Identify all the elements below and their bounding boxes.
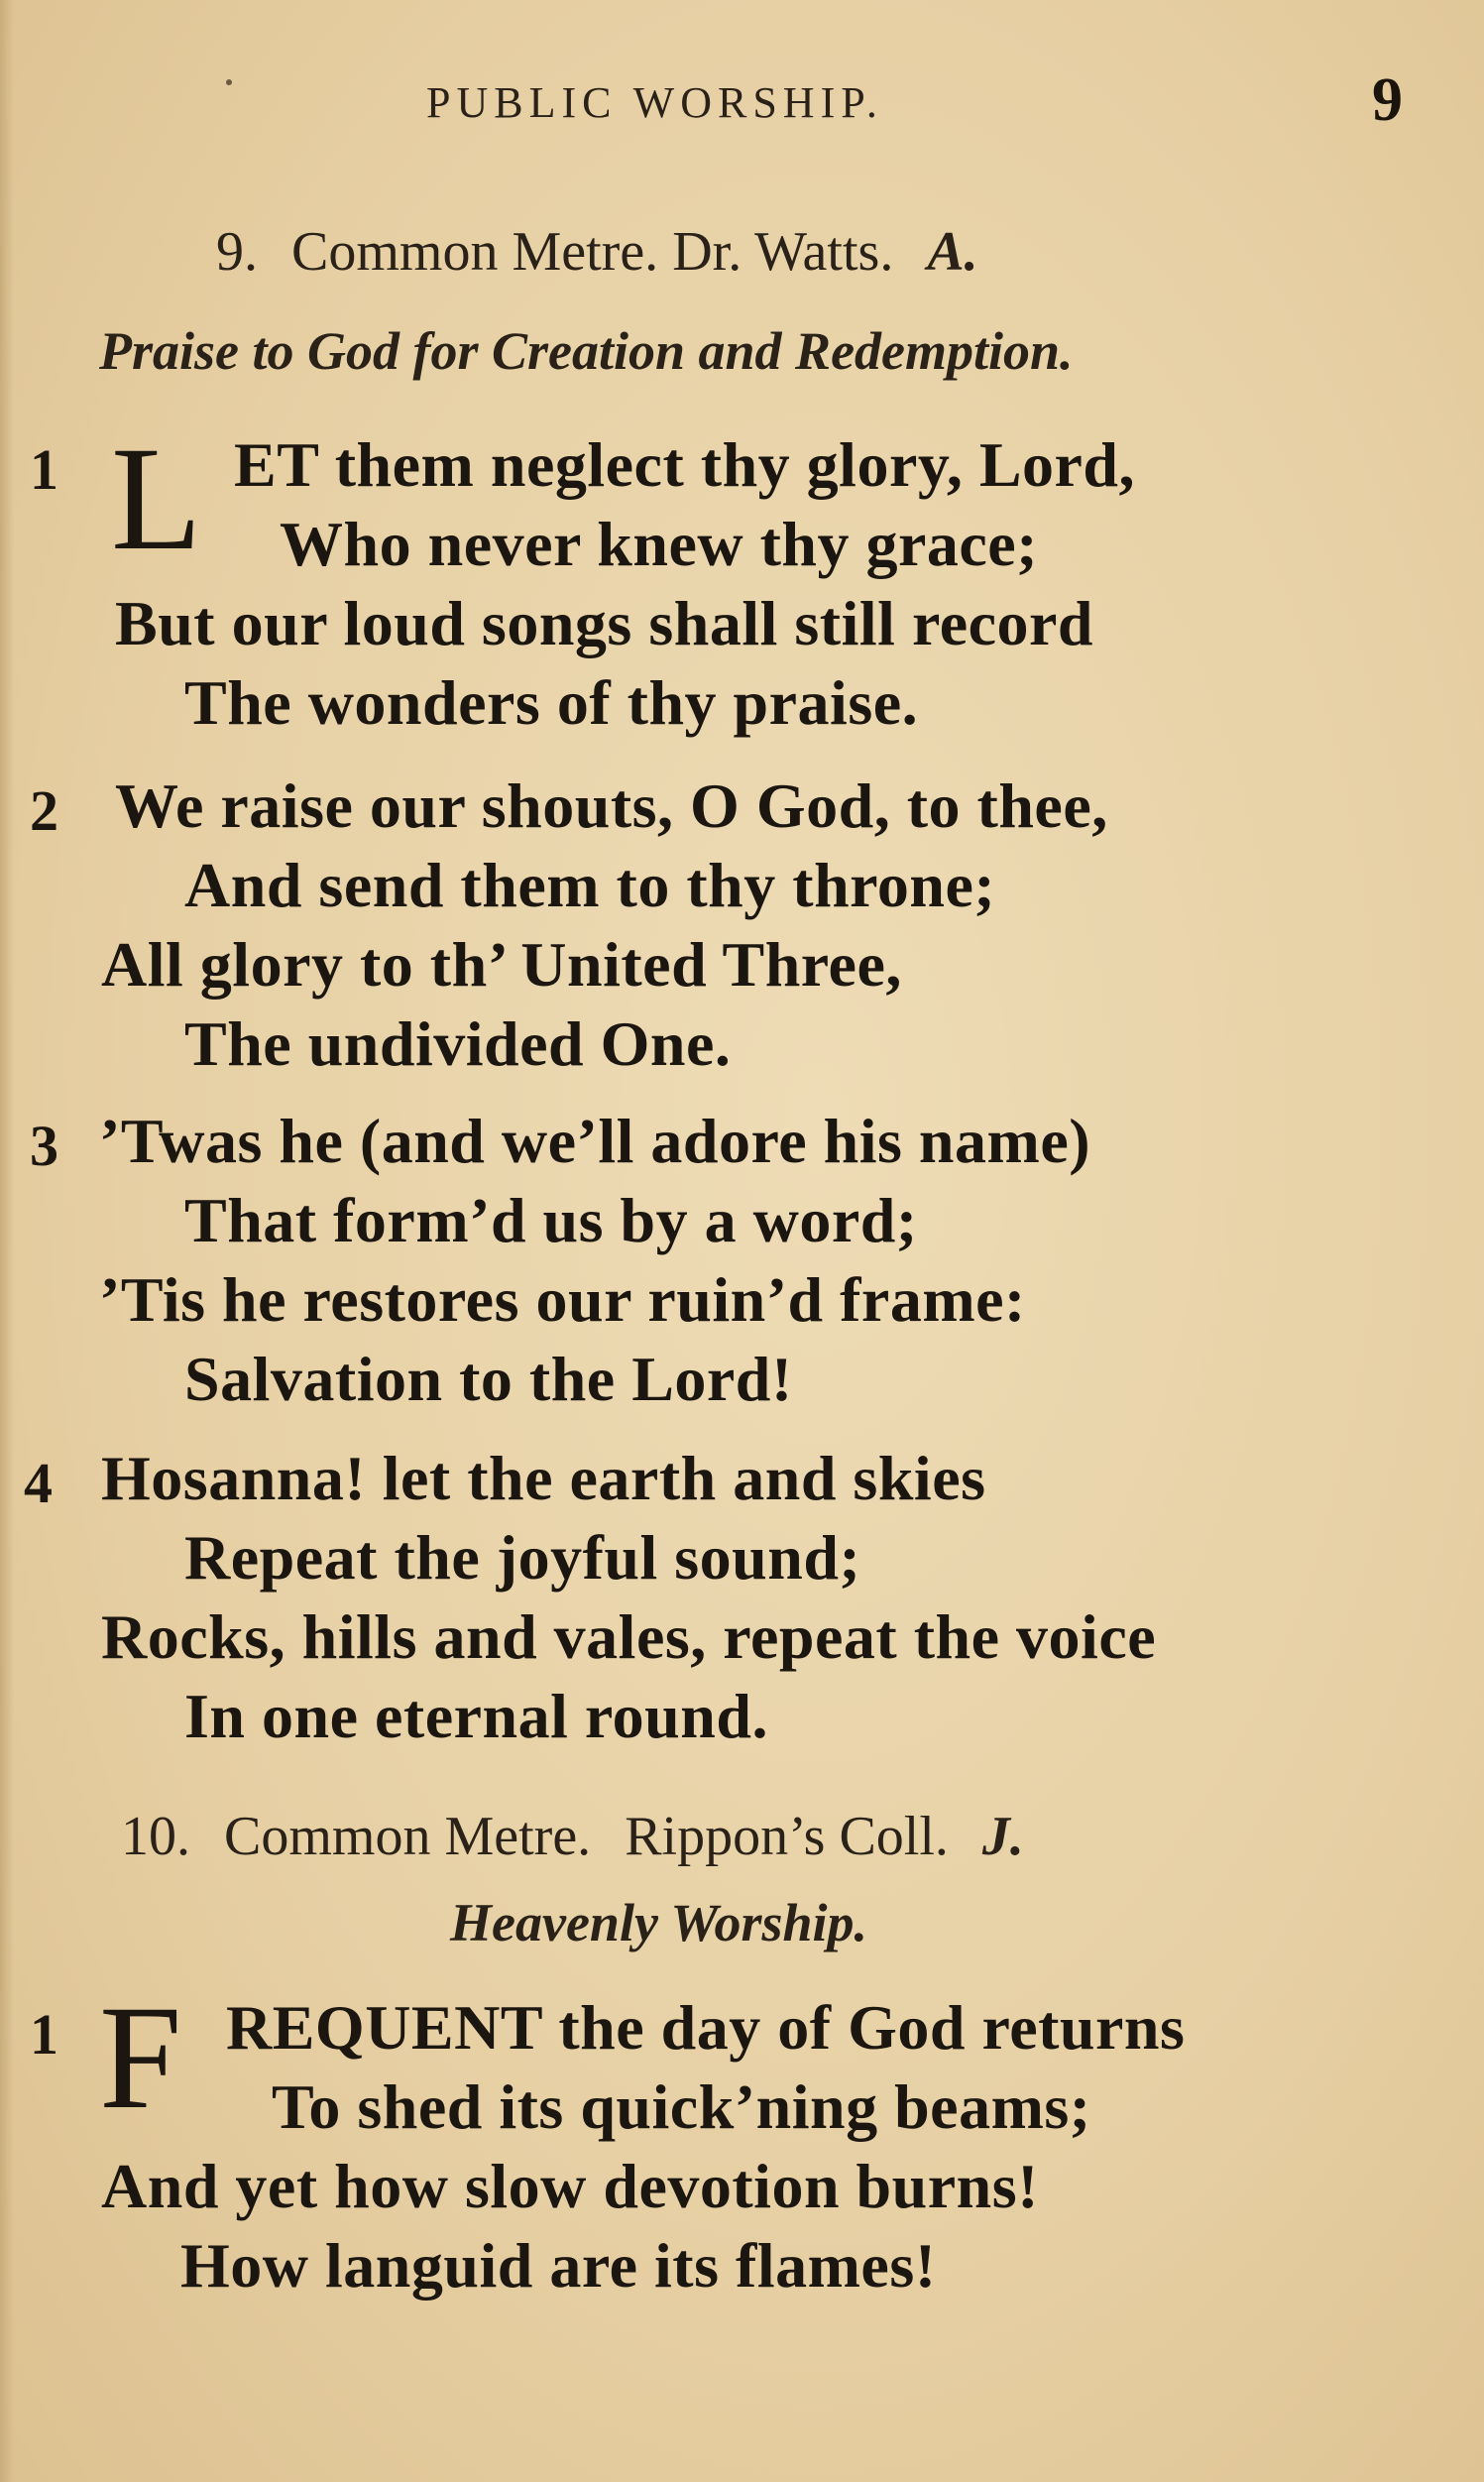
hymn-heading — [216, 220, 978, 284]
verse-line: How languid are its flames! — [180, 2230, 937, 2301]
hymn-metre: Common Metre. — [291, 221, 659, 283]
hymn-heading — [121, 1805, 1024, 1868]
hymn-tune: A. — [927, 221, 978, 283]
verse-line: And send them to thy throne; — [184, 850, 996, 920]
hymn-author: Rippon’s Coll. — [625, 1806, 949, 1867]
hymn-metre: Common Metre. — [224, 1806, 592, 1867]
verse-line: In one eternal round. — [184, 1681, 768, 1751]
hymn-number: 9. — [216, 221, 258, 283]
verse-number: 3 — [30, 1114, 58, 1178]
hymn-tune: J. — [981, 1806, 1024, 1867]
verse-line: REQUENT the day of God returns — [226, 1992, 1186, 2063]
verse-line: ET them neglect thy glory, Lord, — [234, 429, 1135, 500]
drop-cap: L — [111, 416, 202, 581]
running-head: PUBLIC WORSHIP. — [426, 78, 883, 127]
verse-line: Salvation to the Lord! — [184, 1344, 793, 1414]
hymn-subject: Heavenly Worship. — [450, 1893, 868, 1952]
drop-cap: F — [99, 1975, 182, 2140]
page-number: 9 — [1372, 66, 1403, 134]
verse-line: To shed its quick’ning beams; — [272, 2071, 1091, 2142]
verse-line: Hosanna! let the earth and skies — [101, 1443, 986, 1513]
hymn-subject: Praise to God for Creation and Redemption. — [99, 321, 1074, 381]
verse-line: But our loud songs shall still record — [115, 588, 1093, 658]
verse-line: ’Twas he (and we’ll adore his name) — [99, 1106, 1091, 1176]
verse-line: The wonders of thy praise. — [184, 667, 919, 738]
hymn-number: 10. — [121, 1806, 190, 1867]
verse-line: The undivided One. — [184, 1008, 732, 1079]
verse-line: ’Tis he restores our ruin’d frame: — [99, 1264, 1026, 1335]
verse-line: That form’d us by a word; — [184, 1185, 918, 1255]
ink-speck — [226, 79, 232, 85]
verse-line: We raise our shouts, O God, to thee, — [115, 770, 1108, 841]
verse-number: 4 — [24, 1451, 53, 1515]
verse-line: Who never knew thy grace; — [280, 509, 1038, 579]
verse-number: 2 — [30, 778, 58, 843]
verse-line: And yet how slow devotion burns! — [101, 2151, 1039, 2221]
verse-line: All glory to th’ United Three, — [101, 929, 902, 1000]
verse-line: Rocks, hills and vales, repeat the voice — [101, 1601, 1157, 1672]
verse-number: 1 — [30, 2002, 58, 2067]
hymn-author: Dr. Watts. — [672, 221, 894, 283]
verse-line: Repeat the joyful sound; — [184, 1522, 861, 1593]
verse-number: 1 — [30, 437, 58, 502]
page-gutter-shadow — [0, 0, 14, 2482]
